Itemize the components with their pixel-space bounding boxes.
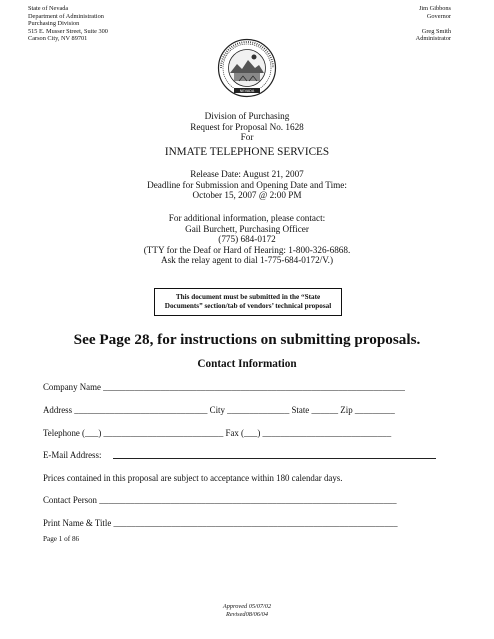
notice-box bbox=[154, 288, 342, 316]
email-field-label: E-Mail Address: bbox=[43, 450, 102, 460]
release-date: Release Date: August 21, 2007 bbox=[190, 169, 304, 179]
print-name-title-field[interactable]: Print Name & Title ________________________________________________________________ bbox=[43, 518, 398, 528]
company-name-field[interactable]: Company Name ____________________________________________________________________ bbox=[43, 382, 405, 392]
agency-line: Carson City, NV 89701 bbox=[28, 35, 88, 43]
rfp-title-block bbox=[0, 111, 494, 143]
notice-line: This document must be submitted in the “State bbox=[175, 293, 321, 301]
address-field[interactable]: Address ______________________________ City ______________ State ______ Zip _________ bbox=[43, 405, 395, 415]
agency-address bbox=[28, 5, 108, 43]
svg-text:NEVADA: NEVADA bbox=[239, 89, 255, 94]
agency-line: Purchasing Division bbox=[28, 20, 80, 28]
telephone-fax-field[interactable]: Telephone (___) ___________________________ Fax (___) _____________________________ bbox=[43, 428, 392, 438]
division-line: Division of Purchasing bbox=[204, 111, 290, 121]
administrator-name: Greg Smith bbox=[421, 27, 451, 35]
email-field[interactable] bbox=[113, 458, 436, 459]
officials-block bbox=[416, 5, 451, 43]
tty-line: (TTY for the Deaf or Hard of Hearing: 1-800-326-6868. bbox=[143, 244, 351, 255]
rfp-number: Request for Proposal No. 1628 bbox=[190, 121, 304, 132]
governor-name: Jim Gibbons bbox=[418, 5, 451, 12]
nevada-seal-icon bbox=[217, 38, 277, 98]
agency-line: 515 E. Musser Street, Suite 300 bbox=[28, 27, 108, 35]
dates-block bbox=[0, 169, 494, 201]
agency-line: Department of Administration bbox=[28, 12, 104, 20]
deadline-label: Deadline for Submission and Opening Date and Time: bbox=[147, 179, 347, 190]
contact-information-heading: Contact Information bbox=[197, 358, 297, 370]
rfp-main-title: INMATE TELEPHONE SERVICES bbox=[164, 146, 330, 158]
price-acceptance-text: Prices contained in this proposal are subject to acceptance within 180 calendar days. bbox=[43, 473, 343, 483]
notice-line: Documents” section/tab of vendors’ technical proposal bbox=[164, 302, 332, 310]
page-number: Page 1 of 86 bbox=[43, 535, 80, 543]
contact-block bbox=[0, 213, 494, 266]
for-line: For bbox=[240, 132, 254, 143]
contact-officer: Gail Burchett, Purchasing Officer bbox=[185, 223, 309, 234]
submission-instructions-heading: See Page 28, for instructions on submitting proposals. bbox=[73, 331, 421, 348]
contact-intro: For additional information, please contact: bbox=[168, 213, 326, 223]
relay-line: Ask the relay agent to dial 1-775-684-0172/V.) bbox=[160, 255, 334, 266]
administrator-title: Administrator bbox=[415, 35, 451, 43]
contact-phone: (775) 684-0172 bbox=[218, 234, 276, 245]
agency-line: State of Nevada bbox=[28, 5, 69, 12]
deadline-date: October 15, 2007 @ 2:00 PM bbox=[192, 190, 302, 201]
approved-date: Approved 05/07/02 bbox=[222, 603, 272, 610]
contact-person-field[interactable]: Contact Person ___________________________________________________________________ bbox=[43, 495, 397, 505]
revision-footer bbox=[0, 603, 494, 618]
revised-date: Revised08/06/04 bbox=[226, 610, 268, 618]
governor-title: Governor bbox=[426, 12, 451, 20]
